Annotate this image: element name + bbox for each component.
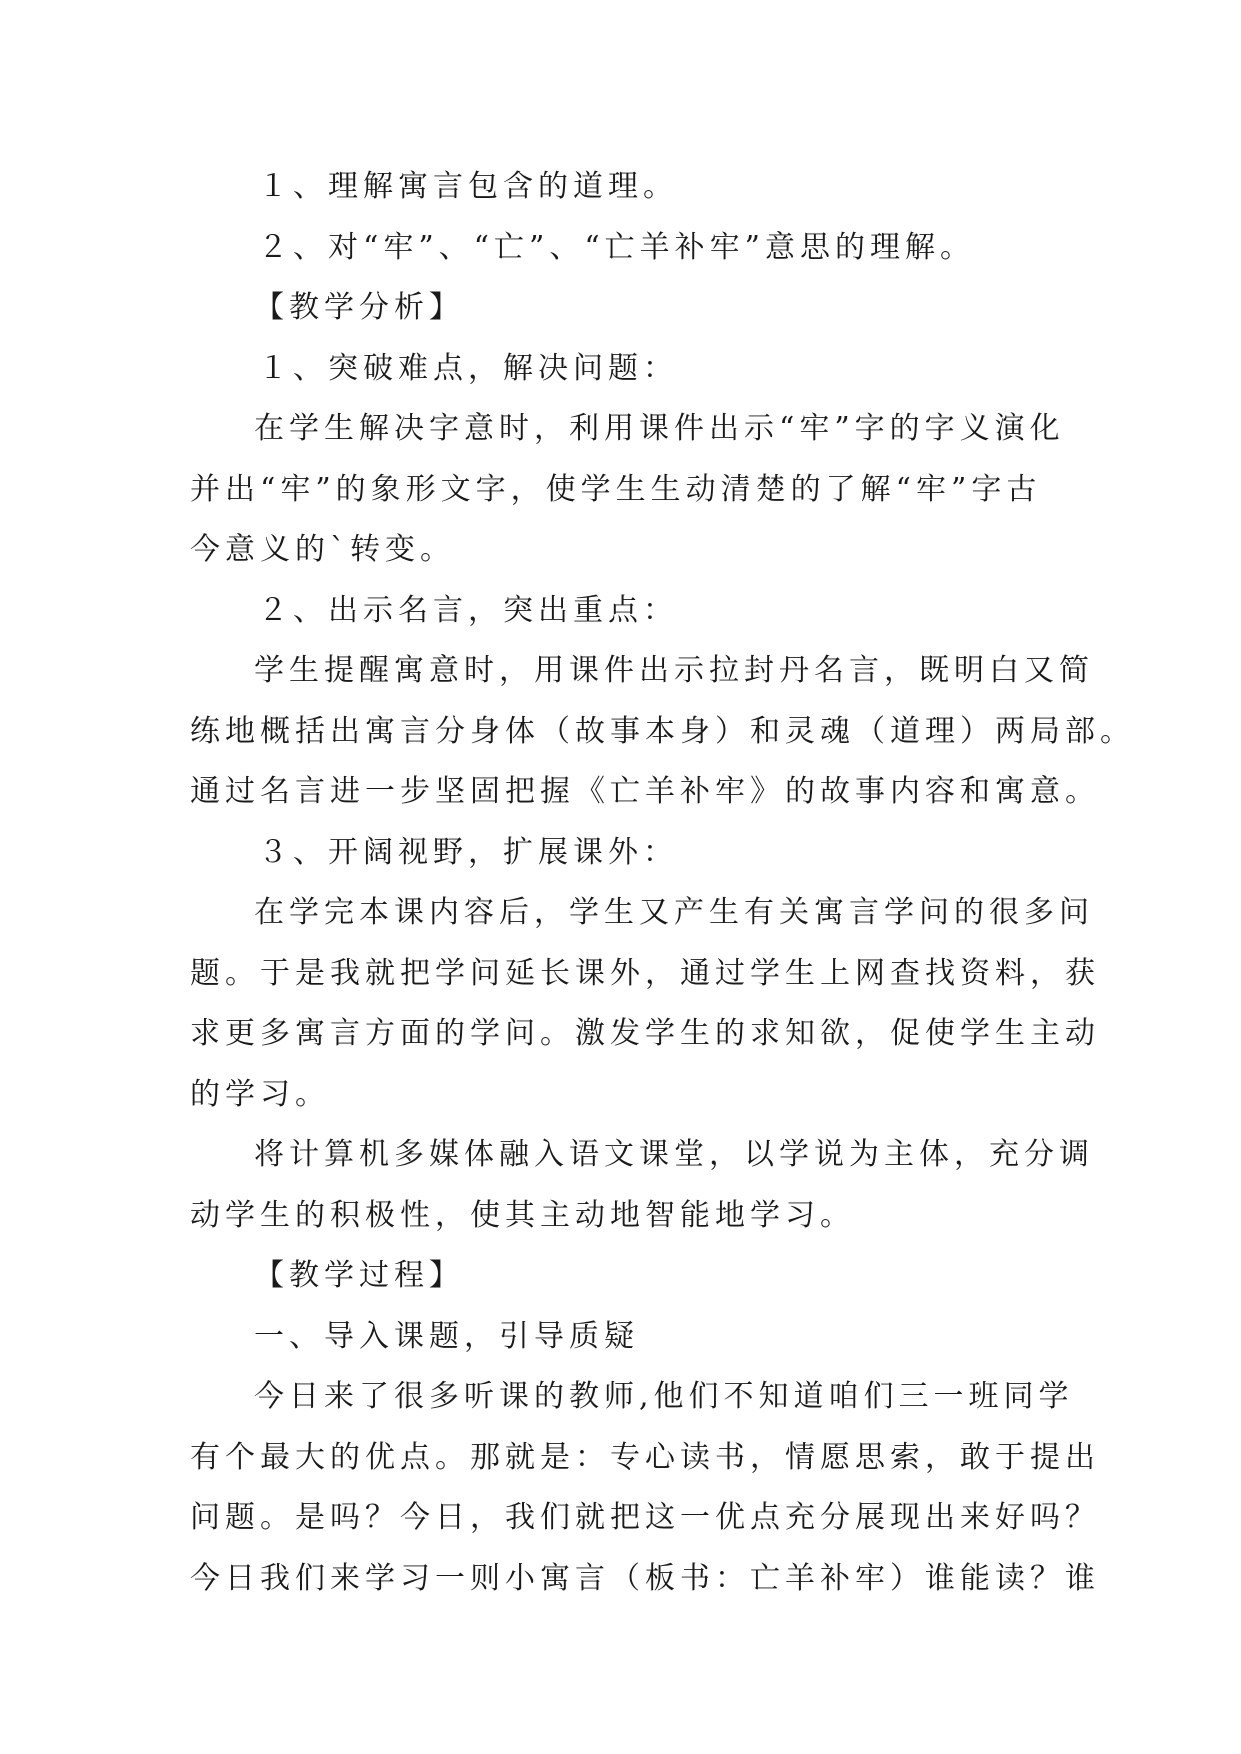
section-heading: 【教学过程】 (254, 1258, 464, 1293)
text-line: 有个最大的优点。那就是：专心读书，情愿思索，敢于提出 (190, 1439, 1100, 1475)
text-line: 求更多寓言方面的学问。激发学生的求知欲，促使学生主动 (190, 1016, 1100, 1051)
text-line: 一、导入课题，引导质疑 (254, 1318, 639, 1354)
text-line: 问题。是吗？今日，我们就把这一优点充分展现出来好吗？ (190, 1500, 1100, 1535)
text-line: 在学生解决字意时，利用课件出示“牢”字的字义演化 (254, 411, 1065, 446)
text-line: 今日来了很多听课的教师,他们不知道咱们三一班同学 (254, 1379, 1074, 1414)
text-line: 动学生的积极性，使其主动地智能地学习。 (190, 1197, 855, 1233)
text-line: 将计算机多媒体融入语文课堂，以学说为主体，充分调 (254, 1137, 1094, 1172)
text-line: 通过名言进一步坚固把握《亡羊补牢》的故事内容和寓意。 (190, 774, 1100, 809)
text-line: １、理解寓言包含的道理。 (258, 169, 678, 204)
text-line: 在学完本课内容后，学生又产生有关寓言学问的很多问 (254, 895, 1094, 930)
text-line: １、突破难点，解决问题： (258, 350, 678, 386)
text-line: 并出“牢”的象形文字，使学生生动清楚的了解“牢”字古 (190, 471, 1042, 507)
text-line: 学生提醒寓意时，用课件出示拉封丹名言，既明白又简 (254, 653, 1094, 688)
text-line: 的学习。 (190, 1076, 330, 1112)
text-line: ２、对“牢”、“亡”、“亡羊补牢”意思的理解。 (258, 229, 976, 265)
text-line: ３、开阔视野，扩展课外： (258, 834, 678, 870)
text-line: 题。于是我就把学问延长课外，通过学生上网查找资料，获 (190, 955, 1100, 991)
text-line: 练地概括出寓言分身体（故事本身）和灵魂（道理）两局部。 (190, 713, 1135, 749)
text-line: 今日我们来学习一则小寓言（板书：亡羊补牢）谁能读？谁 (190, 1560, 1100, 1596)
text-line: ２、出示名言，突出重点： (258, 592, 678, 628)
section-heading: 【教学分析】 (254, 290, 464, 325)
text-line: 今意义的`转变。 (190, 532, 455, 567)
document-body (190, 157, 1135, 1609)
